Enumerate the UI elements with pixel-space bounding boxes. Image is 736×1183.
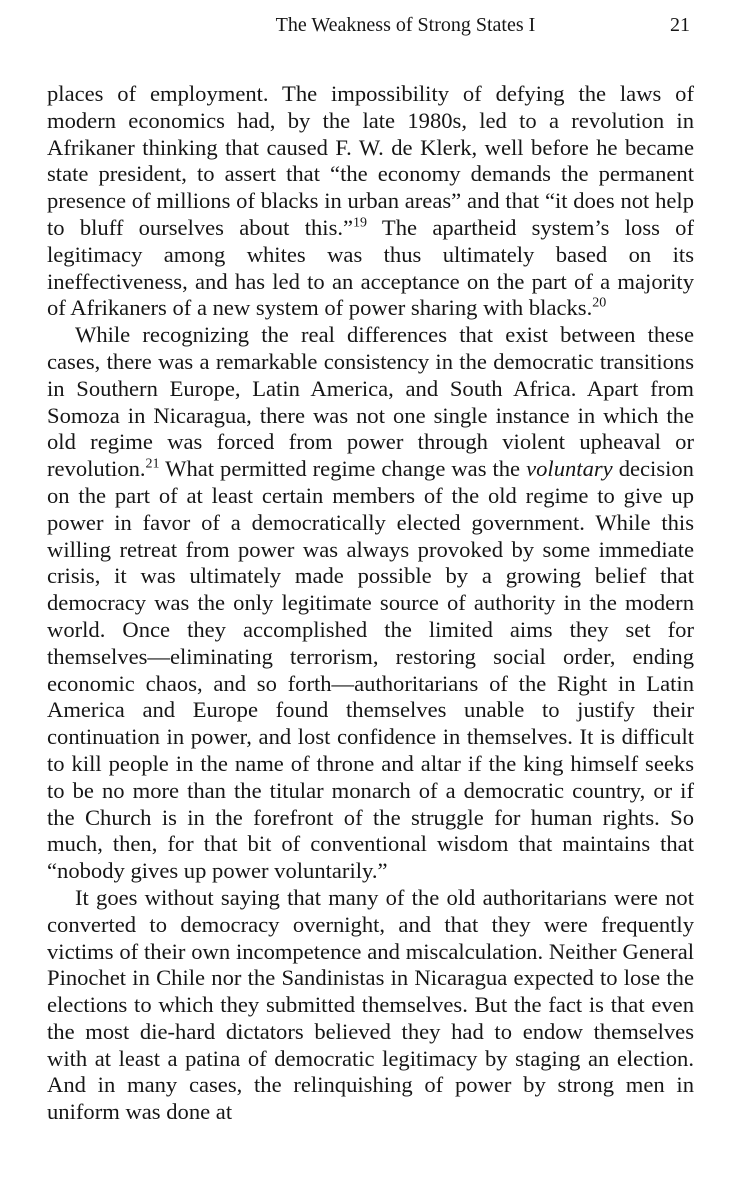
paragraph-1-text-a: places of employment. The impossibility of defying the laws of modern economics had, by the late 1980s, led to a revolution in Afrikaner thinking that caused F. W. de Klerk, well before he became state president, to assert that “the economy demands the permanent presence of millions of blacks in urban areas” and that “it does not help to bluff ourselves about this.”	[47, 81, 694, 240]
paragraph-1	[47, 81, 694, 322]
paragraph-1-text-b: The apartheid system’s loss of legitimacy among whites was thus ultimately based on its ineffectiveness, and has led to an acceptance on the part of a majority of Afrikaners of a new system of power sharing with blacks.	[47, 214, 695, 321]
paragraph-3-text-a: It goes without saying that many of the old authoritarians were not converted to democracy overnight, and that they were frequently victims of their own incompetence and miscalculation. Neither General Pinochet in Chile nor the Sandinistas in Nicaragua expected to lose the elections to which they submitted themselves. But the fact is that even the most die-hard dictators believed they had to endow themselves with at least a patina of democratic legitimacy by staging an election. And in many cases, the relinquishing of power by strong men in uniform was done at	[47, 884, 694, 1125]
paragraph-2	[47, 322, 694, 885]
running-title: The Weakness of Strong States I	[275, 14, 536, 36]
page-number: 21	[670, 14, 690, 36]
footnote-ref-21: 21	[145, 456, 160, 472]
paragraph-2-text-b: What permitted regime change was the	[159, 456, 527, 482]
running-head	[47, 14, 694, 44]
emphasis-voluntary: voluntary	[526, 456, 613, 482]
paragraph-3	[47, 885, 694, 1126]
paragraph-2-text-a: While recognizing the real differences that exist between these cases, there was a remarkable consistency in the democratic transitions in Southern Europe, Latin America, and South Africa. Apart from Somoza in Nicaragua, there was not one single instance in which the old regime was forced from power through violent upheaval or revolution.	[47, 322, 694, 482]
body-text	[47, 81, 694, 1126]
paragraph-2-text-c: decision on the part of at least certain members of the old regime to give up power in favor of a democratically elected government. While this willing retreat from power was always provoked by some immediate crisis, it was ultimately made possible by a growing belief that democracy was the only legitimate source of authority in the modern world. Once they accomplished the limited aims they set for themselves—eliminating terrorism, restoring social order, ending economic chaos, and so forth—authoritarians of the Right in Latin America and Europe found themselves unable to justify their continuation in power, and lost confidence in themselves. It is difficult to kill people in the name of throne and altar if the king himself seeks to be no more than the titular monarch of a democratic country, or if the Church is in the forefront of the struggle for human rights. So much, then, for that bit of conventional wisdom that maintains that “nobody gives up power voluntarily.”	[47, 456, 694, 884]
footnote-ref-20: 20	[592, 295, 607, 311]
footnote-ref-19: 19	[353, 215, 368, 231]
